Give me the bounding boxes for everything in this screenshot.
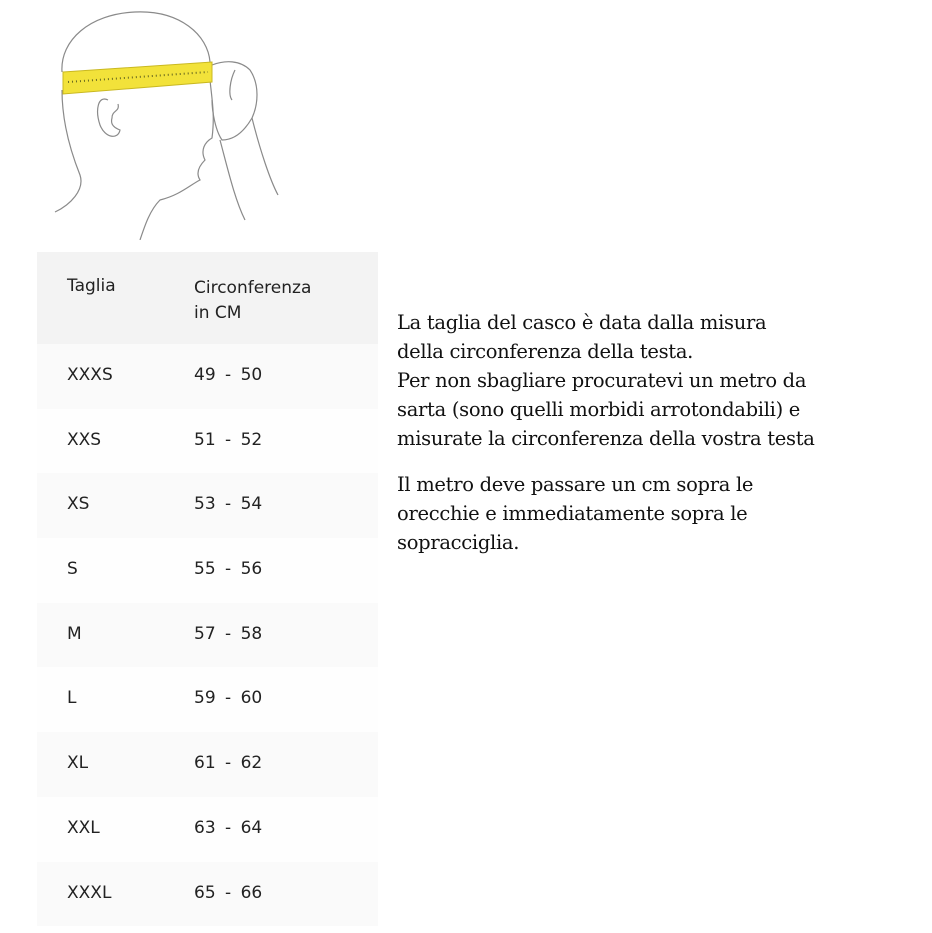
- instruction-line: La taglia del casco è data dalla misura: [397, 311, 767, 334]
- table-row: [37, 538, 378, 603]
- range-cell: 51 - 52: [194, 429, 263, 450]
- table-row: [37, 409, 378, 474]
- head-measurement-illustration: [40, 0, 280, 240]
- instruction-line: Per non sbagliare procuratevi un metro da: [397, 369, 807, 392]
- measuring-tape: [63, 62, 212, 94]
- size-cell: S: [67, 559, 78, 580]
- header-line1: Circonferenza: [194, 278, 312, 298]
- table-row: [37, 862, 378, 927]
- table-row: [37, 603, 378, 668]
- header-circumference: [194, 276, 311, 326]
- instruction-line: della circonferenza della testa.: [397, 340, 694, 363]
- size-cell: XS: [67, 494, 90, 515]
- instructions-paragraph-1: [397, 308, 927, 453]
- table-row: [37, 732, 378, 797]
- size-table: [37, 252, 378, 926]
- table-header: [37, 252, 378, 344]
- size-cell: XL: [67, 753, 89, 774]
- size-cell: XXL: [67, 817, 100, 838]
- instructions-text: [397, 308, 927, 574]
- range-cell: 63 - 64: [194, 817, 263, 838]
- instruction-line: misurate la circonferenza della vostra testa: [397, 427, 815, 450]
- size-cell: XXXS: [67, 365, 113, 385]
- table-row: [37, 344, 378, 409]
- range-cell: 57 - 58: [194, 623, 263, 644]
- instruction-line: Il metro deve passare un cm sopra le: [397, 473, 754, 496]
- header-size: Taglia: [67, 276, 116, 296]
- instruction-line: orecchie e immediatamente sopra le: [397, 502, 748, 525]
- range-cell: 49 - 50: [194, 365, 263, 385]
- range-cell: 65 - 66: [194, 882, 263, 903]
- size-cell: XXS: [67, 429, 102, 450]
- table-row: [37, 797, 378, 862]
- size-cell: L: [67, 688, 77, 709]
- range-cell: 55 - 56: [194, 559, 263, 580]
- size-cell: M: [67, 623, 82, 644]
- size-cell: XXXL: [67, 882, 112, 903]
- instructions-paragraph-2: [397, 470, 927, 557]
- table-row: [37, 473, 378, 538]
- range-cell: 61 - 62: [194, 753, 263, 774]
- header-line2: in CM: [194, 303, 242, 323]
- range-cell: 53 - 54: [194, 494, 263, 515]
- instruction-line: sarta (sono quelli morbidi arrotondabili) e: [397, 398, 801, 421]
- table-row: [37, 667, 378, 732]
- instruction-line: sopracciglia.: [397, 531, 520, 554]
- range-cell: 59 - 60: [194, 688, 263, 709]
